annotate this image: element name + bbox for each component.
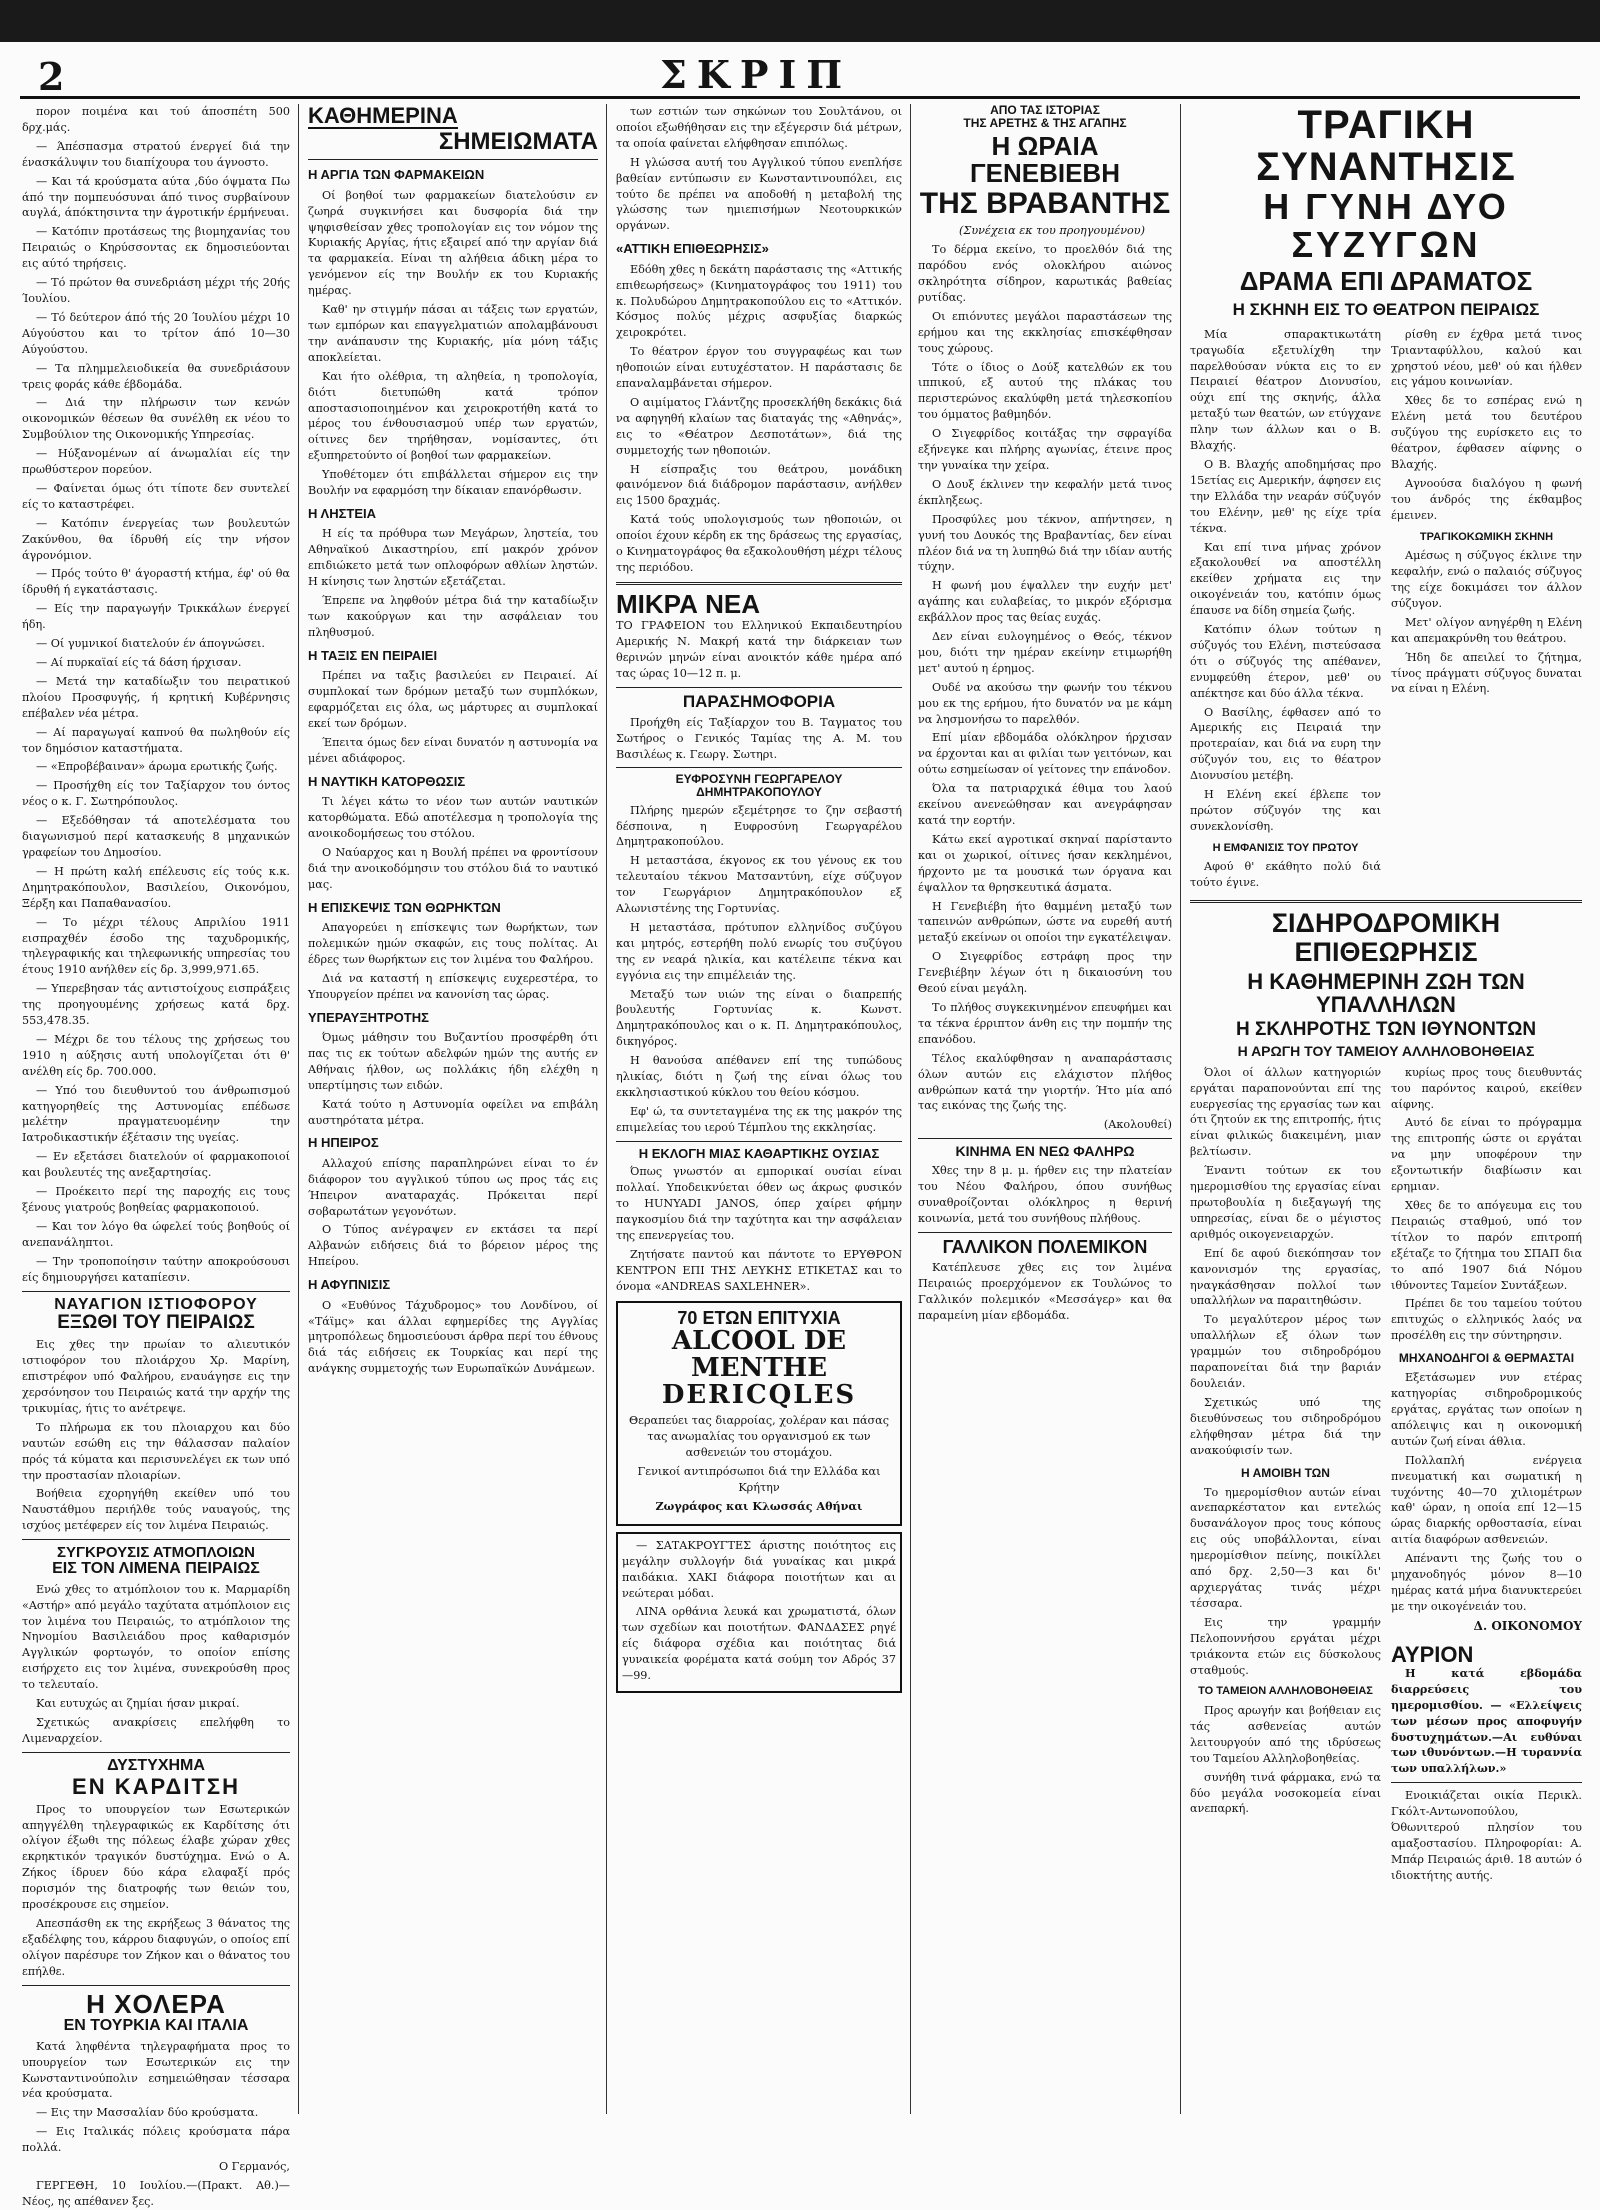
news-paragraph: Το πλήρωμα εκ του πλοιαρχου και δύο ναυτών εσώθη εις την θάλασσαν παλαίον πρός τά κύματα και περισυνελέγει εκ των υπό την προστασίαν πλοιαρίων. (22, 1420, 290, 1482)
news-paragraph: συνήθη τινά φάρμακα, ενώ τα δύο μεγάλα νοσοκομεία είναι ανεπαρκή. (1190, 1770, 1381, 1816)
column-4 (918, 104, 1172, 2114)
news-paragraph: Όλα τα πατριαρχικά έθιμα του λαού εκείνου ανενεώθησαν και ανεγράφησαν κατά την εορτήν. (918, 782, 1172, 827)
section-rule (1190, 900, 1582, 903)
news-paragraph: Επί δε αφού διεκόπησαν τον κανονισμόν της εργασίας, ηναγκάσθησαν πολλοί των υπαλλήλων να παραιτηθώσιν. (1190, 1246, 1381, 1308)
section-rule (308, 159, 598, 160)
railway-story-right (1391, 1065, 1582, 1887)
news-paragraph: Ο Σιγεφρίδος κοιτάξας την σφραγίδα εξήνεγκε και πλήρης αγωνίας, έτεινε προς την γυναίκα την χείρα. (918, 427, 1172, 472)
subheading: Η ΗΠΕΙΡΟΣ (308, 1135, 379, 1151)
news-paragraph: Αλλαχού επίσης παραπληρώνει είναι το έν διάφορον του αγγλικού τύπου ως προς τάς εις Ήπειρον αναταραχάς. Πρόκειται περί σοβαρωτάτων γεγονότων. (308, 1156, 598, 1218)
news-paragraph: Πλήρης ημερών εξεμέτρησε το ζην σεβαστή δέσποινα, η Ευφροσύνη Γεωργαρέλου Δημητρακοπούλου. (616, 803, 902, 849)
news-paragraph: — Εις Ιταλικάς πόλεις κρούσματα πάρα πολλά. (22, 2125, 290, 2155)
news-paragraph: — Αί πυρκαϊαί είς τά δάση ήρχισαν. (36, 656, 242, 669)
news-paragraph: Πρέπει δε του ταμείου τούτου επιτυχώς ο ελληνικός λαός να προσέλθη εις την σύντηρησιν. (1391, 1297, 1582, 1343)
news-paragraph: — Και τά κρούσματα αύτα ,δύο όψματα Πω άπό την πομπευόσυναι άπό τινος συρβαίνουν αυγλά, άπόκτησιντα την άγροτικήν έρμήνευαι. (22, 174, 290, 220)
news-paragraph: — Προσήχθη είς τον Ταξίαρχον του όντος νέος ο κ. Γ. Σωτηρόπουλος. (22, 779, 290, 809)
headline-70-years: 70 ΕΤΩΝ ΕΠΙΤΥΧΙΑ (677, 1307, 841, 1328)
news-paragraph: Κατέπλευσε χθες εις τον λιμένα Πειραιώς προερχόμενον εκ Τουλώνος το Γαλλικόν πολεμικόν «Μεσσάγερ» και θα παραμείνη μίαν εβδομάδα. (918, 1261, 1172, 1323)
news-paragraph: Ενώ χθες το ατμόπλοιον του κ. Μαρμαρίδη «Αστήρ» από μεγάλο ταχύτατα ατμόπλοιον εις τον λιμένα του Πειραιώς, το ατμόπλοιον της Νηνομίου Βασιλειάδου προς καθαρισμόν Αγγλικών φορτωγόν, το οποίον επίσης εισήρχετο εις τον λιμένα, συνεκρούσθη προς το τελευταίο. (22, 1582, 290, 1692)
news-paragraph: Αμέσως η σύζυγος έκλινε την κεφαλήν, ενώ ο παλαιός σύζυγος της είχε δοκιμάσει τον άλλον σύζυγον. (1391, 549, 1582, 610)
news-paragraph: Όμως μάθησιν του Βυζαντίου προσφέρθη ότι πας τις εκ τούτων αδελφών ημών της αυτής εν Αθήναις ήλθον, ως πολλάκις ήδη ελέχθη η υπερτίμησις των ειδών. (308, 1030, 598, 1092)
news-paragraph: — Τα πλημμελειοδικεία θα συνεδριάσουν τρεις φοράς κάθε έβδομάδα. (22, 361, 290, 391)
news-paragraph: Η μεταστάσα, πρότυπον ελληνίδος συζύγου και μητρός, εστερήθη πολύ ενωρίς του συζύγου της εν νεαρά ηλικία, και κατέλειπε τέκνα και εγγόνια εις την επιμέλειάν της. (616, 920, 902, 982)
section-rule (22, 1291, 290, 1292)
subheading: Η ΑΜΟΙΒΗ ΤΩΝ (1241, 1465, 1330, 1480)
news-paragraph: — «Επροβέβαιναν» άρωμα ερωτικής ζωής. (36, 760, 278, 774)
news-paragraph: Μετ' ολίγον ανηγέρθη η Ελένη και απεμακρύνθη του θεάτρου. (1391, 615, 1582, 645)
section-rule (22, 1752, 290, 1753)
news-paragraph: Γενικοί αντιπρόσωποι διά την Ελλάδα και Κρήτην (637, 1465, 881, 1495)
news-paragraph: Η θανούσα απέθανεν επί της τυπώδους ηλικίας, διότι η ζωή της είναι όλως του εκκλησιαστικού κύκλου του θείου κόσμου. (616, 1054, 902, 1099)
railway-story-left (1190, 1065, 1381, 1887)
column-divider (1180, 104, 1181, 2114)
author-signature: Δ. ΟΙΚΟΝΟΜΟΥ (1473, 1618, 1582, 1633)
headline-wife-two-husbands: Η ΓΥΝΗ ΔΥΟ ΣΥΖΥΓΩΝ (1263, 186, 1509, 265)
news-paragraph: — Τό πρώτον θα συνεδριάση μέχρι τής 20ής Ίουλίου. (22, 276, 290, 305)
news-paragraph: — Πρός τούτο θ' άγοραστή κτήμα, έφ' ού θα ίδρυθή ή εγκατάστασις. (22, 567, 290, 597)
news-paragraph: — Φαίνεται όμως ότι τίποτε δεν συντελεί είς το καταστρέφει. (22, 481, 290, 511)
news-paragraph: — Εις την Μασσαλίαν δύο κρούσματα. (36, 2106, 259, 2120)
news-paragraph: — Αί παραγωγαί καπνού θα πωληθούν είς τον δημόσιον καταστήματα. (22, 725, 290, 755)
news-paragraph: — Προέκειτο περί της παροχής εις τους ξένους γιατρούς βοηθείας φαρμακοποιού. (22, 1185, 290, 1214)
section-rule (1391, 1782, 1582, 1783)
news-paragraph: Η Ελένη εκεί έβλεπε τον πρώτον σύζυγόν της και συνεκλονίσθη. (1190, 788, 1381, 833)
tragic-story-right (1391, 327, 1582, 895)
news-paragraph: Εις την γραμμήν Πελοποννήσου εργάται μέχρι τριάκοντα ετών εις δύσκολους σταθμούς. (1190, 1615, 1381, 1677)
headline-shipwreck: ΝΑΥΑΓΙΟΝ ΙΣΤΙΟΦΟΡΟΥ (54, 1295, 258, 1313)
news-paragraph: Αφού θ' εκάθητο πολύ διά τούτο έγινε. (1190, 860, 1381, 890)
headline-notes: ΣΗΜΕΙΩΜΑΤΑ (438, 128, 598, 156)
news-paragraph: Κάτω εκεί αγροτικαί σκηναί παρίσταντο και οι χωρικοί, οίτινες ήσαν κεκλημένοι, ήρχοντο με τα μουσικά των όργανα και έψαλλον τα θρησκευτικά άσματα. (918, 832, 1172, 894)
news-paragraph: Έπειτα όμως δεν είναι δυνατόν η αστυνομία να μένει αδιάφορος. (308, 735, 598, 765)
subheading: Η ΤΑΞΙΣ ΕΝ ΠΕΙΡΑΙΕΙ (308, 647, 438, 663)
news-paragraph: Τι λέγει κάτω το νέον των αυτών ναυτικών κατορθώματα. Εδώ αποτέλεσμα η τροπολογία της ανοικοδομήσεως του στόλου. (308, 795, 598, 840)
news-paragraph: Όπως γνωστόν αι εμπορικαί ουσίαι είναι πολλαί. Υποδεικνύεται όθεν ως άκρως φυσικόν το HUNYADI JANOS, όπερ χαίρει φήμην παγκοσμίου διά την ταχύτητα και την ασφάλειαν της επενεργείας του. (616, 1165, 902, 1242)
news-paragraph: Ο «Ευθύνος Τάχυδρομος» του Λονδίνου, οί «Τάϊμς» και άλλαι εφημερίδες της Αγγλίας μητροπόλεως δημοσιεύουσι άρθρα περί του έθνους διά τάς ειδήσεις εκ Τουρκίας και περί της ανάγκης συμμετοχής των Ευρωπαϊκών Δυνάμεων. (308, 1298, 598, 1376)
news-paragraph: Κατόπιν όλων τούτων η σύζυγός του Ελένη, πιστεύσασα ότι ο σύζυγός της απέθανεν, ενυμφεύθη έτερον, μεθ' ου απέκτησε και δύο άλλα τέκνα. (1190, 623, 1381, 700)
news-paragraph: — Μέχρι δε του τέλους της χρήσεως του 1910 η αύξησις αυτή υπολογίζεται ότι θ' ανέλθη είς δρ. 700.000. (22, 1032, 290, 1078)
news-paragraph: Οι επιόνυτες μεγάλοι παραστάσεων της ερήμου και της εκκλησίας επισκέφθησαν τους χώρους. (918, 309, 1172, 355)
page-number: 2 (38, 54, 65, 99)
news-paragraph: των εστιών των σηκώνων του Σουλτάνου, οι οποίοι εξωθήθησαν εις την εξέγερσιν διά μέτρων, τα οποία φαίνεται ελήφθησαν επιπόλως. (616, 105, 902, 150)
subheading: ΤΟ ΤΑΜΕΙΟΝ ΑΛΛΗΛΟΒΟΗΘΕΙΑΣ (1198, 1685, 1373, 1698)
news-paragraph: Τέλος εκαλύφθησαν η αναπαράστασις όλων αυτών εις ελάχιστον πλήθος ανθρώπων κατά την γιορτήν. Ήτο μία από τας εικόνας της ζωής της. (918, 1051, 1172, 1113)
news-paragraph: — ΣΑΤΑΚΡΟΥΓΤΕΣ άριστης ποιότητος εις μεγάλην συλλογήν διά γυναίκας και μικρά παιδάκια. ΧΑΚΙ διάφορα ποιοτήτων και αι νεώτεραι μόδαι. (622, 1538, 896, 1600)
news-paragraph: Τότε ο ίδιος ο Δούξ κατελθών εκ του ιππικού, εξ αυτού της πλάκας του περιστερώνος εκαλύφθη μετά τηλεσκοπίου του όμματος βαθμηδόν. (918, 360, 1172, 422)
subheading: ΤΡΑΓΙΚΟΚΩΜΙΚΗ ΣΚΗΝΗ (1419, 530, 1554, 543)
newspaper-name: ΣΚΡΙΠ (660, 52, 853, 97)
top-dark-band (0, 0, 1600, 50)
news-paragraph: Χθες την 8 μ. μ. ήρθεν εις την πλατείαν του Νέου Φαλήρου, όπου συνήθως συναθροίζονται ολόκληρος η θερινή κοινωνία, μετά του συνήθους πλήθους. (918, 1163, 1172, 1225)
section-rule (918, 1232, 1172, 1233)
column-divider (910, 104, 911, 2114)
news-paragraph: Έναντι τούτων εκ του ημερομισθίου της εργασίας είναι πρωτοβουλία η διεξαγωγή της υπηρεσίας, είναι δε ο μέγιστος αριθμός οικογενειαρχών. (1190, 1164, 1381, 1241)
news-paragraph: — Άπέσπασμα στρατού ένεργεί διά την ένασκάλυψιν του διαπίχουρα του άγνοστο. (22, 139, 290, 169)
section-rule (918, 1138, 1172, 1139)
headline-harshness: Η ΣΚΛΗΡΟΤΗΣ ΤΩΝ ΙΘΥΝΟΝΤΩΝ (1235, 1019, 1537, 1041)
headline-awards: ΠΑΡΑΣΗΜΟΦΟΡΙΑ (682, 691, 836, 711)
news-paragraph: Το δέρμα εκείνο, το προελθόν διά της παρόδου ενός ολοκλήρου αιώνος σκληρότητα σίδηρον, καρωτικάς βαθείας ρυτίδας. (918, 243, 1172, 304)
news-paragraph: Η είς τα πρόθυρα των Μεγάρων, ληστεία, του Αθηναϊκού Δικαστηρίου, επί μακρόν χρόνον επιδιώκετο μετά των οπλοφόρων αθλίων ληστών. Η κίνησις των ληστών εξετάζεται. (308, 527, 598, 589)
news-paragraph: — Οί γυμνικοί διατελούν έν άπογνώσει. (36, 637, 265, 651)
news-paragraph: — Το μέχρι τέλους Απριλίου 1911 εισπραχθέν έσοδο της ταχυδρομικής, τηλεγραφικής και τηλεφωνικής υπηρεσίας του έτους 1910 ανήλθεν είς δρ. 3,999,971.65. (22, 915, 290, 977)
news-paragraph: — Η πρώτη καλή επέλευσις είς τούς κ.κ. Δημητρακόπουλον, Βασιλείου, Οικονόμου, Ξέρξη και Παπαθανασίου. (22, 864, 290, 910)
headline-employees-life: Η ΚΑΘΗΜΕΡΙΝΗ ΖΩΗ ΤΩΝ ΥΠΑΛΛΗΛΩΝ (1247, 968, 1525, 1018)
news-paragraph: Κατά ληφθέντα τηλεγραφήματα προς το υπουργείον των Εσωτερικών εις την Κωνσταντινούπολιν εσημειώθησαν τέσσαρα νέα κρούσματα. (22, 2039, 290, 2101)
column-5 (1190, 104, 1582, 2114)
headline-cholera: Η ΧΟΛΕΡΑ (86, 1988, 226, 2019)
news-paragraph: Εδόθη χθες η δεκάτη παράστασις της «Αττικής επιθεωρήσεως» (Κινηματογράφος του 1911) του κ. Πολυδώρου Δημητρακοπούλου εις το «Αττικόν. Κόσμος πολύς μέχρις ασφυξίας διαρκώς χειροκρότει. (616, 262, 902, 340)
section-rule (616, 687, 902, 688)
news-paragraph: Η φωνή μου έψαλλεν την ευχήν μετ' αγάπης και ευλαβείας, το μικρόν εξόρισμα εκβάλλον προς τας θείας ευχάς. (918, 579, 1172, 625)
news-paragraph: Η κατά εβδομάδα διαρρεύσεις του ημερομισθίου. — «Ελλείψεις των μέσων προς αποφυγήν δυστυχημάτων.—Αι ευθύναι των ιθυνόντων.—Η τυραννία των υπαλλήλων.» (1391, 1665, 1582, 1776)
railway-story (1190, 1065, 1582, 1887)
news-paragraph: — Την τροποποίησιν ταύτην αποκρούσουσι είς δημιουργήσει καταπίεσιν. (22, 1254, 290, 1284)
section-rule (22, 1539, 290, 1540)
subheading: ΜΗΧΑΝΟΔΗΓΟΙ & ΘΕΡΜΑΣΤΑΙ (1398, 1351, 1575, 1366)
news-paragraph: — Διά την πλήρωσιν των κενών οικονομικών θέσεων θα συνέλθη εκ νέου το Συμβούλιον της Οικονομικής Υπηρεσίας. (22, 396, 290, 442)
news-paragraph: — Μετά την καταδίωξιν του πειρατικού πλοίου Προσφυγής, ή κρητική Κυβέρνησις επέβαλεν νέα μέτρα. (22, 674, 290, 720)
news-paragraph: Οί βοηθοί των φαρμακείων διατελούσιν εν ζωηρά συγκινήσει και δυσφορία διά την ψηφισθείσαν χθες τροπολογίαν εις τον νόμον της Κυριακής Αργίας, ήτις εξαιρεί από την αργίαν διά τα φαρμακεία. Είναι τη αλήθεια άδικη μέρα το γενόμενον είς την Βουλήν εκ του Κυριακής ημέρας. (308, 188, 598, 298)
subheading: Η ΛΗΣΤΕΙΑ (308, 505, 376, 521)
headline-laxative-choice: Η ΕΚΛΟΓΗ ΜΙΑΣ ΚΑΘΑΡΤΙΚΗΣ ΟΥΣΙΑΣ (638, 1145, 880, 1161)
headline-small-news: ΜΙΚΡΑ ΝΕΑ (616, 588, 760, 619)
news-paragraph: Κατά τούτο η Αστυνομία οφείλει να επιβάλη αυστηρότατα μέτρα. (308, 1097, 598, 1127)
column-divider (606, 104, 607, 2114)
news-paragraph: Και ευτυχώς αι ζημίαι ήσαν μικραί. (36, 1697, 240, 1711)
news-paragraph: Έπρεπε να ληφθούν μέτρα διά την καταδίωξιν των κακούργων και την ασφάλειαν του πληθυσμού. (308, 594, 598, 639)
headline-tomorrow: ΑΥΡΙΟΝ (1391, 1641, 1474, 1667)
news-paragraph: Δεν είναι ευλογημένος ο Θεός, τέκνον μου, διότι την ημέραν εκείνην ετιμωρήθη μετ' αυτού η έρημος. (918, 630, 1172, 675)
news-paragraph: Πρέπει να ταξις βασιλεύει εν Πειραιεί. Αί συμπλοκαί των δρόμων μεταξύ των συμπλόκων, εφαρμόζεται εις όλα, ως μάρτυρες αι συμπλοκαί εκεί των δρόμων. (308, 669, 598, 730)
subheading: «ΑΤΤΙΚΗ ΕΠΙΘΕΩΡΗΣΙΣ» (616, 241, 769, 257)
news-paragraph: Ζωγράφος και Κλωσσάς Αθήναι (655, 1498, 863, 1513)
news-paragraph: Ο Τύπος ανέγραψεν εν εκτάσει τα περί Αλβανών ειδήσεις διά το βόρειον μέρος της Ηπείρου. (308, 1223, 598, 1269)
news-paragraph: ρίσθη εν έχθρα μετά τινος Τριανταφύλλου, καλού και χρηστού νέου, μεθ' ού και ήλθεν εις γάμου κοινωνίαν. (1391, 327, 1582, 389)
news-paragraph: — Τό δεύτερον άπό τής 20 Ίουλίου μέχρι 10 Αύγούστου και το τρίτον άπό 10—30 Αύγούστου. (22, 310, 290, 356)
news-paragraph: Η Γενεβιέβη ήτο θαμμένη μεταξύ των ταπεινών ανθρώπων, ώστε να ευρεθή αυτή μεταξύ εκείνων οι οποίοι την εγκατέλειψαν. (918, 899, 1172, 945)
news-paragraph: Πολλαπλή ενέργεια πνευματική και σωματική η τυχόντης 40—70 χιλιομέτρων καθ' ώραν, η οποία επί 12—15 ώρας διαρκής ορθοστασία, είναι αιτία διαφόρων ασθενειών. (1391, 1453, 1582, 1547)
section-rule (616, 582, 902, 585)
news-paragraph: Σχετικώς υπό της διευθύνσεως του σιδηροδρόμου ελήφθησαν μέτρα διά την ανακούφισίν των. (1190, 1395, 1381, 1457)
advert-brand-line2: DERICQLES (661, 1380, 857, 1411)
news-paragraph: Μία σπαρακτικωτάτη τραγωδία εξετυλίχθη την παρελθούσαν νύκτα εις το εν Πειραιεί θέατρον Διονυσίου, ούχι επί της σκηνής, άλλα μεταξύ των θεατών, ων ετύγχανε πλην των άλλων και ο Β. Βλαχής. (1190, 327, 1381, 453)
news-paragraph: Ο Δουξ έκλινεν την κεφαλήν μετά τινος έκπληξεως. (918, 477, 1172, 507)
news-paragraph: Ενοικιάζεται οικία Περικλ. Γκόλτ-Αντωνοπούλου, Όθωνιτερού πλησίον του αμαξοστασίου. Πληροφορίαι: Α. Μπάρ Πειραιώς άριθ. 18 αυτών ό ιδιοκτήτης αυτής. (1391, 1789, 1582, 1882)
section-rule (616, 767, 902, 768)
news-paragraph: — Υπό του διευθυντού του άνθρωπισμού κατηγορηθείς της Αστυνομίας επέδωσε μελέτην πραγματευομένην την Ιατροδικαστικήν έξέτασιν της υγείας. (22, 1083, 290, 1145)
news-paragraph: Εξετάσωμεν νυν ετέρας κατηγορίας σιδηροδρομικούς εργάτας, εργάτας των οποίων η απόλειψις και η οικονομική αυτών ζωή είναι άθλια. (1391, 1371, 1582, 1448)
headline-french-warship: ΓΑΛΛΙΚΟΝ ΠΟΛΕΜΙΚΟΝ (942, 1236, 1148, 1257)
news-paragraph: — Εν εξετάσει διατελούν οί φαρμακοποιοί και βουλευτές της ανεξαρτησίας. (22, 1150, 290, 1180)
headline-collision-sub: ΕΙΣ ΤΟΝ ΛΙΜΕΝΑ ΠΕΙΡΑΙΩΣ (52, 1559, 260, 1577)
news-paragraph: Όλοι οί άλλων κατηγοριών εργάται παραπονούνται επί της ευεργεσίας της εργασίας των και ότι ζητούν εκ της επιτροπής, ήτις είναι φιλικώς διακειμένη, μιαν βελτίωσιν. (1190, 1065, 1381, 1159)
headline-shipwreck-sub: ΕΞΩΘΙ ΤΟΥ ΠΕΙΡΑΙΩΣ (57, 1312, 255, 1334)
section-rule (22, 1985, 290, 1986)
news-paragraph: Ο Σιγεφρίδος εστράφη προς την Γενεβιέβην λέγων ότι η δικαιοσύνη του Θεού είναι μεγάλη. (918, 950, 1172, 996)
headline-daily: ΚΑΘΗΜΕΡΙΝΑ (308, 103, 458, 128)
news-paragraph: — Κατόπιν προτάσεως της βιομηχανίας του Πειραιώς ο Κηρύσσοντας εκ δημοσιεύονται εις αύτό τηρήσεις. (22, 225, 290, 271)
subheading: Η ΕΜΦΑΝΙΣΙΣ ΤΟΥ ΠΡΩΤΟΥ (1212, 841, 1359, 854)
headline-karditsa: ΕΝ ΚΑΡΔΙΤΣΗ (72, 1773, 240, 1799)
headline-brabant: ΤΗΣ ΒΡΑΒΑΝΤΗΣ (919, 186, 1171, 220)
headline-fund-aid: Η ΑΡΩΓΗ ΤΟΥ ΤΑΜΕΙΟΥ ΑΛΛΗΛΟΒΟΗΘΕΙΑΣ (1237, 1043, 1535, 1060)
masthead (20, 52, 1580, 99)
news-paragraph: Ζητήσατε παντού και πάντοτε το ΕΡΥΘΡΟΝ ΚΕΝΤΡΟΝ ΕΠΙ ΤΗΣ ΛΕΥΚΗΣ ΕΤΙΚΕΤΑΣ και το όνομα «ANDREAS SAXLEHNER». (616, 1247, 902, 1293)
advert-alcool-de-menthe (616, 1301, 902, 1526)
column-divider (298, 104, 299, 2114)
column-2 (308, 104, 598, 2114)
news-paragraph: Ο αιμίματος Γλάντζης προσεκλήθη δεκάκις διά να αφηγηθή κλαίων τας διαταγάς της «Αθηνάς», εις το «Θέατρον Δεσποτάτων», διά της συμμετοχής των ηθοποιών. (616, 395, 902, 457)
subheading: Η ΑΦΥΠΝΙΣΙΣ (308, 1277, 391, 1293)
news-paragraph: — Και τον λόγο θα ώφελεί τούς βοηθούς οί ανεπανάληπτοι. (22, 1219, 290, 1249)
news-paragraph: ΤΟ ΓΡΑΦΕΙΟΝ του Ελληνικού Εκπαιδευτηρίου Αμερικής Ν. Μακρή κατά την διάρκειαν των θερινών μηνών είναι ανοικτόν κάθε ημέρα από τας ώρας 10—12 π. μ. (616, 619, 902, 680)
news-paragraph: Εις χθες την πρωίαν το αλιευτικόν ιστιοφόρον του πλοιάρχου Χρ. Μαρίνη, επιστρέφον υπό Φαλήρου, εναυάγησε εις την χερσόνησον του Πειραιώς κατά την αρχήν της τρικυμίας, ήτις το ανέτρεψε. (22, 1338, 290, 1415)
news-paragraph: Αυτό δε είναι το πρόγραμμα της επιτροπής ώστε οι εργάται να μην υποφέρουν την εξοντωτικήν διαβίωσιν και ερημιαν. (1391, 1116, 1582, 1194)
news-paragraph: Η είσπραξις του θεάτρου, μονάδικη φαινόμενον διά διάδρομον παράστασιν, ανήλθεν εις 1500 δραχμάς. (616, 462, 902, 508)
news-paragraph: Αγνοούσα διαλόγου η φωνή του άνδρός της έκθαμβος έμεινεν. (1391, 476, 1582, 522)
news-paragraph: Η μεταστάσα, έκγονος εκ του γένους εκ του τελευταίου τέκνου Ματσαντύνη, είχε σύζυγον τον Γεωργάριον Δημητρακόπουλον εξ Αλωνιστένης της Γορτυνίας. (616, 854, 902, 916)
tragic-story (1190, 327, 1582, 895)
news-paragraph: Προς αρωγήν και βοήθειαν εις τάς ασθενείας αυτών λειτουργούν από της ιδρύσεως του Ταμείου Αλληλοβοηθείας. (1190, 1704, 1381, 1765)
advert-brand-line1: ALCOOL DE MENTHE (671, 1325, 847, 1383)
headline-history-sub: ΤΗΣ ΑΡΕΤΗΣ & ΤΗΣ ΑΓΑΠΗΣ (963, 115, 1127, 130)
news-paragraph: Το πλήθος συγκεκινημένον επευφήμει και τα τέκνα έρριπτον άνθη εις την πομπήν της επανόδου. (918, 1000, 1172, 1046)
headline-obituary: ΕΥΦΡΟΣΥΝΗ ΓΕΩΡΓΑΡΕΛΟΥ ΔΗΜΗΤΡΑΚΟΠΟΥΛΟΥ (675, 772, 843, 799)
continued-note: (Συνέχεια εκ του προηγουμένου) (959, 224, 1145, 238)
subheading: Η ΝΑΥΤΙΚΗ ΚΑΤΟΡΘΩΣΙΣ (308, 773, 466, 789)
news-paragraph: Το ημερομίσθιον αυτών είναι ανεπαρκέστατον και εντελώς δυσανάλογον προς τους κόπους εις ούς υποβάλλονται, είναι ημερομίσθιον πείνης, ποικίλλει από δρχ. 2,50—3 και δι' αρχιεργάτας τινάς μέχρι τέσσαρα. (1190, 1485, 1381, 1610)
tragic-story-left (1190, 327, 1381, 895)
news-paragraph: Χθες δε το απόγευμα εις του Πειραιώς σταθμού, υπό τον τίτλον το παρόν επιτροπή εξέταζε το ζήτημα του ΣΠΑΠ δια το από 1907 διά Νόμου ιθύνοντες Ταμείον Συντάξεων. (1391, 1199, 1582, 1292)
news-paragraph: Διά να καταστή η επίσκεψις ευχερεστέρα, το Υπουργείον πρέπει να κανονίση τας ώρας. (308, 971, 598, 1001)
news-paragraph: Θεραπεύει τας διαρροίας, χολέραν και πάσας τας ανωμαλίας του οργανισμού εκ των ασθενειών του στομάχου. (629, 1414, 889, 1460)
headline-tragic-meeting: ΤΡΑΓΙΚΗ ΣΥΝΑΝΤΗΣΙΣ (1256, 103, 1516, 189)
news-paragraph: Το μεγαλύτερον μέρος των υπαλλήλων εξ όλων των γραμμών του σιδηροδρόμου παραπονείται διά την βαριάν δουλειάν. (1190, 1313, 1381, 1390)
news-paragraph: — Εξεδόθησαν τά αποτελέσματα του διαγωνισμού περί κατασκευής 8 μηχανικών γραφείων του Δημοσίου. (22, 814, 290, 859)
news-paragraph: Απεσπάσθη εκ της εκρήξεως 3 θάνατος της εξαδέλφης του, κάρρου διαφυγών, ο οποίος επί ολίγον παρέσυρε τον Ζήκον και ο θάνατος του επήλθε. (22, 1916, 290, 1978)
news-paragraph: Και επί τινα μήνας χρόνον εξακολουθεί να αποστέλλη εκείθεν χρήματα εις την οικογένειάν του, κατόπιν όμως έπαυσε να δίδη σημεία ζωής. (1190, 540, 1381, 618)
news-paragraph: Σχετικώς ανακρίσεις επελήφθη το Λιμεναρχείον. (22, 1715, 290, 1745)
column-3 (616, 104, 902, 2114)
news-paragraph: — Υπερεβησαν τάς αντιστοίχους εισπράξεις της προηγουμένης χρήσεως κατά δρχ. 553,478.35. (22, 982, 290, 1028)
headline-railway: ΣΙΔΗΡΟΔΡΟΜΙΚΗ ΕΠΙΘΕΩΡΗΣΙΣ (1271, 908, 1501, 967)
news-paragraph: Ήδη δε απειλεί το ζήτημα, τίνος πράγματι σύζυγος δυναται να είναι η Ελένη. (1391, 650, 1582, 696)
headline-history: ΑΠΟ ΤΑΣ ΙΣΤΟΡΙΑΣ (990, 103, 1100, 117)
subheading: Η ΑΡΓΙΑ ΤΩΝ ΦΑΡΜΑΚΕΙΩΝ (308, 167, 485, 183)
subheading: Η ΕΠΙΣΚΕΨΙΣ ΤΩΝ ΘΩΡΗΚΤΩΝ (308, 899, 501, 915)
news-paragraph: Επί μίαν εβδομάδα ολόκληρον ήρχισαν να έρχονται και αι φιλίαι των γειτόνων, και ούτω εσημείωσαν οί γείτονες την επάνοδον. (918, 731, 1172, 777)
news-paragraph: Κατά τούς υπολογισμούς των ηθοποιών, οι οποίοι έχουν κέρδη εκ της δράσεως της εργασίας, ο Κινηματογράφος θα εξακολουθήση μέχρι τέλους της περιόδου. (616, 513, 902, 575)
headline-misfortune: ΔΥΣΤΥΧΗΜΑ (107, 1756, 205, 1774)
news-paragraph: πορον ποιμένα και τού άποσπέτη 500 δρχ.μάς. (22, 105, 290, 134)
news-paragraph: Η γλώσσα αυτή του Αγγλικού τύπου ενεπλήσε βαθείαν εντύπωσιν εν Κωνσταντινουπόλει, εις τούτο δε πρέπει να αποδοθή η μεταβολή της γλώσσης των ημιεπισήμων Νεοτουρκικών οργάνων. (616, 155, 902, 233)
news-paragraph: Απαγορεύει η επίσκεψις των θωρήκτων, των πολεμικών ημών σκαφών, εις τους πολίτας. Αι έδρες των θωρήκτων εις τον λιμένα του Φαλήρου. (308, 920, 598, 966)
advert-fabrics (616, 1532, 902, 1693)
headline-stage: Η ΣΚΗΝΗ ΕΙΣ ΤΟ ΘΕΑΤΡΟΝ ΠΕΙΡΑΙΩΣ (1232, 299, 1540, 319)
news-paragraph: Ο Β. Βλαχής αποδημήσας προ 15ετίας εις Αμερικήν, άφησεν εις την Ελλάδα την νεαράν σύζυγόν του Ελένην, μεθ' ης είχε τρία τέκνα. (1190, 457, 1381, 535)
news-paragraph: Προήχθη είς Ταξίαρχον του Β. Ταγματος του Σωτήρος ο Γενικός Ταμίας της Α. Μ. του Βασιλέως κ. Γεωργ. Σωτηρι. (616, 715, 902, 761)
headline-turkey-italy: ΕΝ ΤΟΥΡΚΙΑ ΚΑΙ ΙΤΑΛΙΑ (63, 2016, 249, 2034)
headline-new-faliro: ΚΙΝΗΜΑ ΕΝ ΝΕΩ ΦΑΛΗΡΩ (955, 1143, 1135, 1160)
news-paragraph: Βοήθεια εχορηγήθη εκείθεν υπό του Ναυστάθμου περιήλθε τούς ναυαγούς, της ισχύος μετέφερεν είς τον λιμένα Πειραιώς. (22, 1487, 290, 1533)
news-paragraph: — Κατόπιν ένεργείας των βουλευτών Ζακύνθου, θα ίδρυθή είς την νήσον άγρονόμιον. (22, 516, 290, 562)
section-rule (616, 1141, 902, 1142)
news-paragraph: Και ήτο ολέθρια, τη αληθεία, η τροπολογία, διότι διετυπώθη κατά τρόπον αποστασιοποιημένον και χειροκροτήθη κατά το μέρος του ένθουσιασμού υπέρ των εργατών, οίτινες δεν τηρήθησαν, νομίσαντες, ότι εξυπηρετούντο οί βοηθοί των φαρμακείων. (308, 369, 598, 463)
news-paragraph: ΓΕΡΓΕΘΗ, 10 Ιουλίου.—(Πρακτ. Αθ.)—Νέος, ης απέθανεν ξες. (22, 2178, 290, 2208)
headline-drama: ΔΡΑΜΑ ΕΠΙ ΔΡΑΜΑΤΟΣ (1239, 265, 1533, 296)
news-paragraph: Ουδέ να ακούσω την φωνήν του τέκνου μου εκ της ερήμου, ήτο δυνατόν να με κάμη να λησμονήσω το παρελθόν. (918, 680, 1172, 726)
news-paragraph: Προς το υπουργείον των Εσωτερικών απηγγέλθη τηλεγραφικώς εκ Καρδίτσης ότι ολίγον έξωθι της πόλεως έλαβε χώραν χθες εκρηκτικόν τραγικόν δυστύχημα. Ενώ ο Α. Ζήκος ίδρυεν δύο κάρα ελαφαξί πρός πορισμόν της διατροφής των θειών του, προσέκρουσε εις σημείον. (22, 1802, 290, 1912)
subheading: ΥΠΕΡΑΥΞΗΤΡΟΤΗΣ (308, 1009, 429, 1025)
continued-note: (Ακολουθεί) (1103, 1118, 1172, 1132)
news-paragraph: κυρίως προς τους διευθυντάς του παρόντος καιρού, εκείθεν αίφνης. (1391, 1065, 1582, 1111)
news-paragraph: Εφ' ώ, τα συντεταγμένα της εκ της μακρόν της επιμελείας του ιερού Τέμπλου της εκκλησίας. (616, 1104, 902, 1134)
news-paragraph: Καθ' ην στιγμήν πάσαι αι τάξεις των εργατών, των εμπόρων και επαγγελματιών απολαμβάνουσι την ανάπαυσιν της Κυριακής, μία μόνη τάξις αποκλείεται. (308, 303, 598, 364)
news-paragraph: Ο Βασίλης, έφθασεν από το Αμερικής εις Πειραιά την προτεραίαν, και διά να ευρη την σύζυγόν του, εις το θέατρον Διονυσίου μετέβη. (1190, 705, 1381, 783)
news-paragraph: — Είς την παραγωγήν Τρικκάλων ένεργεί ήδη. (22, 602, 290, 632)
column-1 (22, 104, 290, 2208)
news-paragraph: Απέναντι της ζωής του ο μηχανοδηγός μόνον 8—10 ημέρας κατά μήνα διανυκτερεύει με την οικογένειάν του. (1391, 1552, 1582, 1613)
news-paragraph: Χθες δε το εσπέρας ενώ η Ελένη μετά του δευτέρου συζύγου της ευρίσκετο εις το θέατρον, έφθασεν αίφνης ο Βλαχής. (1391, 394, 1582, 471)
news-paragraph: Υποθέτομεν ότι επιβάλλεται σήμερον εις την Βουλήν να εφαρμόση την δίκαιαν επανόρθωσιν. (308, 468, 598, 498)
news-paragraph: Μεταξύ των υιών της είναι ο διαπρεπής βουλευτής Γορτυνίας κ. Κωνστ. Δημητρακόπουλος και ο κ. Π. Δημητρακόπουλος, δικηγόρος. (616, 987, 902, 1049)
news-paragraph: Το θέατρον έργον του συγγραφέως και των ηθοποιών είναι ευτυχέστατον. Η παράστασις δε επαναλαμβάνεται σήμερον. (616, 345, 902, 391)
news-paragraph: Προσφύλες μου τέκνον, απήντησεν, η γυνή του Δουκός της Βραβαντίας, δεν είναι πλέον διά να τη λυπηθώ διά την ιδίαν αυτής τύχην. (918, 512, 1172, 574)
news-paragraph: ΛΙΝΑ ορθάνια λευκά και χρωματιστά, όλων των σχεδίων και ποιοτήτων. ΦΑΝΔΑΣΕΣ ρηγέ είς διάφορα σχέδια και ποιότητας διά γυναικεία φορέματα κατά σούμη τον Αδρός 37—99. (622, 1605, 896, 1683)
news-paragraph: Ο Ναύαρχος και η Βουλή πρέπει να φροντίσουν διά την ανοικοδόμησιν του στόλου διά το ναυτικό μας. (308, 845, 598, 891)
news-paragraph: — Ηύξανομένων αί άνωμαλίαι είς την πρωθύστερον πορεύον. (22, 447, 290, 477)
headline-genevieve: Η ΩΡΑΙΑ ΓΕΝΕΒΙΕΒΗ (970, 131, 1120, 189)
news-paragraph: Ο Γερμανός, (218, 2160, 290, 2174)
headline-collision: ΣΥΓΚΡΟΥΣΙΣ ΑΤΜΟΠΛΟΙΩΝ (57, 1544, 255, 1562)
